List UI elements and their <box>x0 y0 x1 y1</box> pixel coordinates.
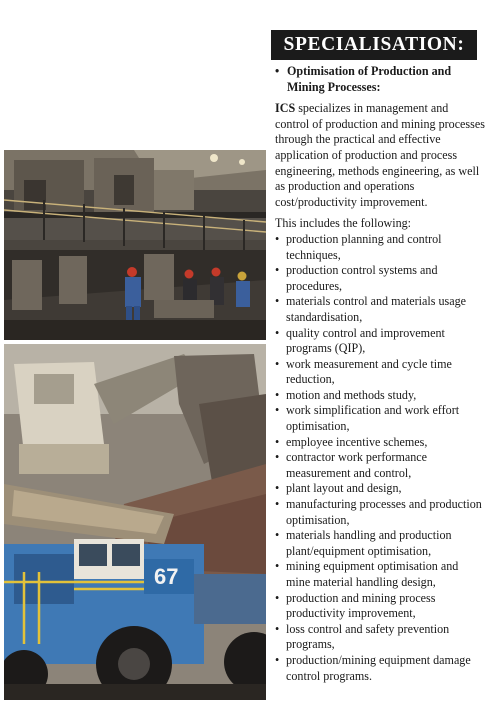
list-item: • production planning and control techniques, <box>275 231 442 262</box>
list-item: • production and mining process productivity improvement, <box>275 590 436 621</box>
bullet-icon: • <box>275 590 280 605</box>
bullet-icon: • <box>275 481 280 496</box>
list-item: • quality control and improvement programs (QIP), <box>275 325 445 356</box>
bullet-icon: • <box>275 231 280 246</box>
plant-workers-photo <box>4 150 266 340</box>
list-item: • mining equipment optimisation and mine material handling design, <box>275 559 459 589</box>
services-list <box>275 232 485 684</box>
section-bullet-icon: • <box>275 64 280 78</box>
section-heading <box>275 64 485 95</box>
list-item: • work simplification and work effort optimisation, <box>275 403 460 434</box>
specialisation-heading: SPECIALISATION: <box>271 30 477 60</box>
bullet-icon: • <box>275 621 280 636</box>
list-item: • loss control and safety prevention programs, <box>275 621 450 652</box>
text-column <box>275 64 485 684</box>
bullet-icon: • <box>275 434 280 449</box>
section-title: Optimisation of Production and Mining Processes: <box>287 64 452 94</box>
bullet-icon: • <box>275 325 280 340</box>
list-lead: This includes the following: <box>275 216 412 231</box>
bullet-icon: • <box>275 652 280 667</box>
bullet-icon: • <box>275 356 280 371</box>
list-item: • production/mining equipment damage control programs. <box>275 652 471 683</box>
bullet-icon: • <box>275 403 280 418</box>
mining-truck-illustration <box>4 344 266 700</box>
list-item: • motion and methods study, <box>275 387 417 402</box>
list-item: • employee incentive schemes, <box>275 434 428 449</box>
intro-paragraph <box>275 101 485 210</box>
bullet-icon: • <box>275 497 280 512</box>
bullet-icon: • <box>275 528 280 543</box>
bullet-icon: • <box>275 387 280 402</box>
plant-workers-illustration <box>4 150 266 340</box>
list-item: • manufacturing processes and production optimisation, <box>275 497 482 527</box>
list-item: • contractor work performance measurement and control, <box>275 450 428 480</box>
bullet-icon: • <box>275 294 280 309</box>
list-item: • materials control and materials usage standardisation, <box>275 294 466 324</box>
bullet-icon: • <box>275 559 280 574</box>
list-item: • plant layout and design, <box>275 481 402 496</box>
list-item: • production control systems and procedures, <box>275 263 438 293</box>
company-name: ICS <box>275 101 296 116</box>
bullet-icon: • <box>275 263 280 278</box>
mining-haul-truck-photo <box>4 344 266 700</box>
list-item: • materials handling and production plant/equipment optimisation, <box>275 528 452 558</box>
truck-number: 67 <box>154 564 179 589</box>
list-item: • work measurement and cycle time reduction, <box>275 356 452 387</box>
bullet-icon: • <box>275 450 280 465</box>
intro-text: specializes in management and control of production and mining processes through the practical and effective application of production and process engineering, methods engineering, as well as production and operations cost/productivity improvement. <box>275 101 485 209</box>
